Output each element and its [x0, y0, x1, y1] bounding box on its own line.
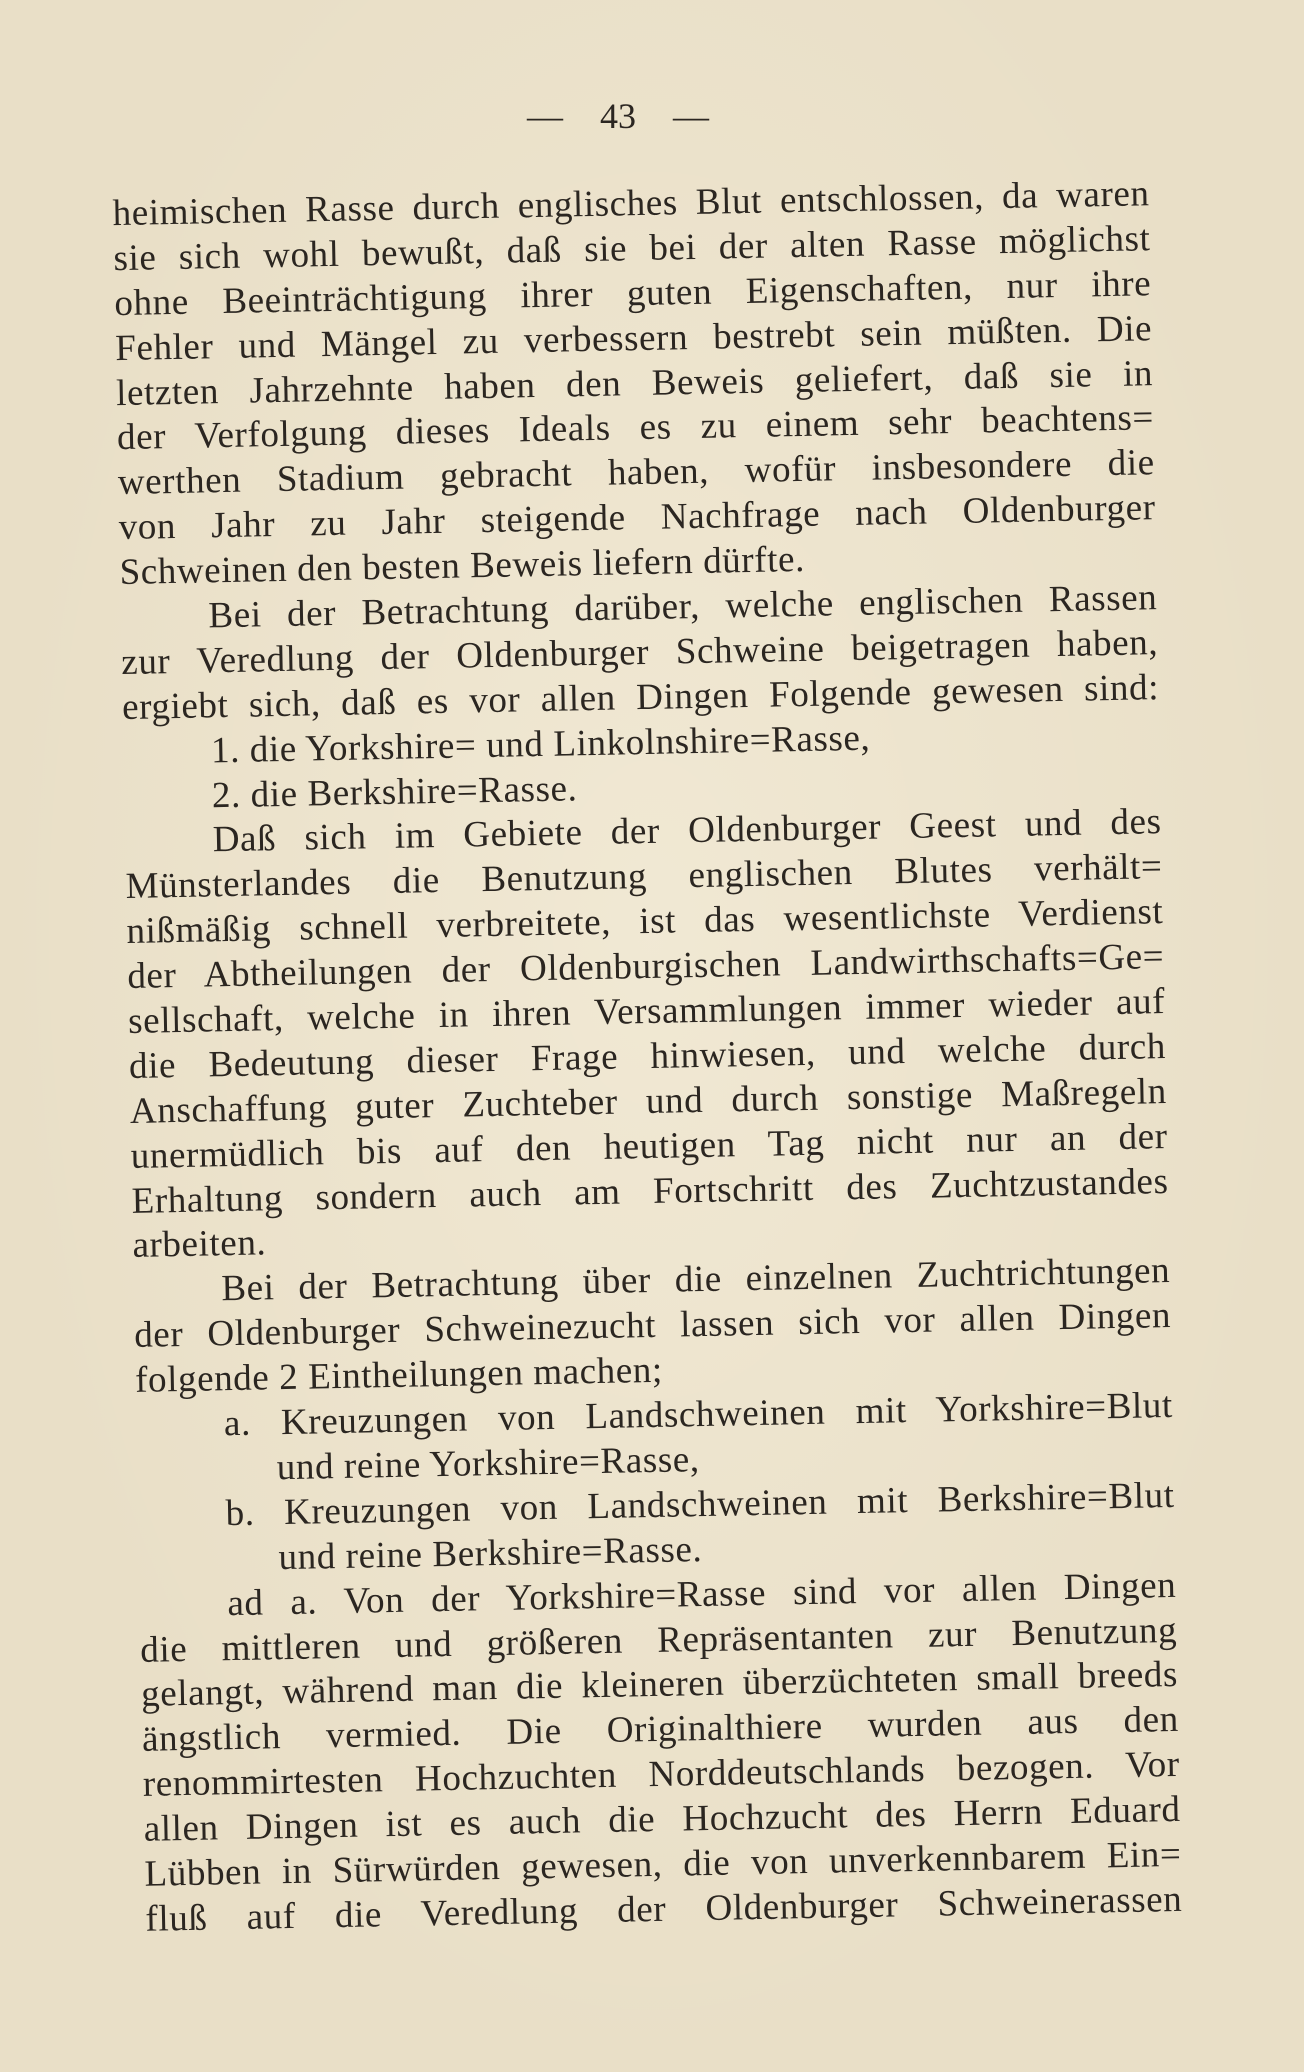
- text-line: fluß auf die Veredlung der Oldenburger Schweinerassen: [145, 1878, 1183, 1940]
- text-line: ad a. Von der Yorkshire=Rasse sind vor allen Dingen: [227, 1564, 1177, 1624]
- text-line: heimischen Rasse durch englisches Blut entschlossen, da waren: [112, 173, 1150, 235]
- text-line: Bei der Betrachtung darüber, welche englischen Rassen: [208, 577, 1158, 637]
- text-line: ohne Beeinträchtigung ihrer guten Eigenschaften, nur ihre: [114, 262, 1152, 324]
- text-line: arbeiten.: [132, 1222, 267, 1267]
- text-line: Schweinen den besten Beweis liefern dürfte.: [119, 539, 806, 594]
- text-body: [112, 172, 1182, 1942]
- text-line: und reine Yorkshire=Rasse,: [276, 1439, 700, 1489]
- text-line: ängstlich vermied. Die Originalthiere wurden aus den: [141, 1699, 1180, 1761]
- paragraph: [120, 576, 1159, 731]
- text-line: Erhaltung sondern auch am Fortschritt des Zuchtzustandes: [131, 1160, 1169, 1222]
- text-line: Bei der Betrachtung über die einzelnen Zuchtrichtungen: [220, 1250, 1171, 1310]
- text-line: die mittleren und größeren Repräsentanten zur Benutzung: [139, 1609, 1178, 1671]
- paragraph: [133, 1249, 1172, 1404]
- text-line: der Abtheilungen der Oldenburgischen Landwirthschafts=Ge=: [126, 936, 1165, 998]
- text-line: Fehler und Mängel zu verbessern bestrebt sein müßten. Die: [114, 307, 1153, 369]
- text-line: sie sich wohl bewußt, daß sie bei der alten Rasse möglichst: [113, 218, 1151, 279]
- text-line: von Jahr zu Jahr steigende Nachfrage nach Oldenburger: [118, 487, 1156, 549]
- text-line: a. Kreuzungen von Landschweinen mit Yorkshire=Blut: [223, 1385, 1174, 1445]
- page-number: — 43 —: [527, 96, 709, 136]
- text-line: und reine Berkshire=Rasse.: [278, 1528, 703, 1578]
- text-line: zur Veredlung der Oldenburger Schweine beigetragen haben,: [120, 622, 1159, 683]
- text-line: sellschaft, welche in ihren Versammlungen immer wieder auf: [127, 981, 1166, 1042]
- text-line: ergiebt sich, daß es vor allen Dingen Folgende gewesen sind:: [121, 666, 1160, 728]
- text-line: die Bedeutung dieser Frage hinwiesen, und welche durch: [128, 1025, 1167, 1087]
- text-line: Münsterlandes die Benutzung englischen Blutes verhält=: [125, 846, 1163, 908]
- list-item: 1. die Yorkshire= und Linkolnshire=Rasse,: [210, 717, 871, 772]
- text-line: Lübben in Sürwürden gewesen, die von unverkennbarem Ein=: [144, 1833, 1182, 1895]
- text-line: renommirtesten Hochzuchten Norddeutschlands bezogen. Vor: [142, 1744, 1181, 1805]
- list-item: 2. die Berkshire=Rasse.: [211, 767, 578, 816]
- text-line: gelangt, während man die kleineren überzüchteten small breeds: [140, 1654, 1179, 1716]
- text-line: der Oldenburger Schweinezucht lassen sich vor allen Dingen: [133, 1295, 1172, 1357]
- paragraph: [139, 1564, 1183, 1943]
- text-line: letzten Jahrzehnte haben den Beweis geliefert, daß sie in: [115, 352, 1154, 414]
- paragraph: [112, 172, 1157, 596]
- paragraph: [124, 801, 1169, 1270]
- text-line: b. Kreuzungen von Landschweinen mit Berkshire=Blut: [225, 1474, 1175, 1535]
- text-line: folgende 2 Eintheilungen machen;: [134, 1349, 664, 1402]
- text-line: Anschaffung guter Zuchteber und durch sonstige Maßregeln: [129, 1070, 1168, 1132]
- lettered-list: [136, 1384, 1176, 1583]
- text-line: unermüdlich bis auf den heutigen Tag nicht nur an der: [130, 1115, 1169, 1177]
- text-line: nißmäßig schnell verbreitete, ist das wesentlichste Verdienst: [126, 891, 1164, 953]
- text-line: allen Dingen ist es auch die Hochzucht des Herrn Eduard: [143, 1788, 1181, 1850]
- text-line: werthen Stadium gebracht haben, wofür insbesondere die: [117, 442, 1156, 504]
- text-line: Daß sich im Gebiete der Oldenburger Geest und des: [212, 801, 1162, 861]
- text-line: der Verfolgung dieses Ideals es zu einem sehr beachtens=: [116, 397, 1155, 459]
